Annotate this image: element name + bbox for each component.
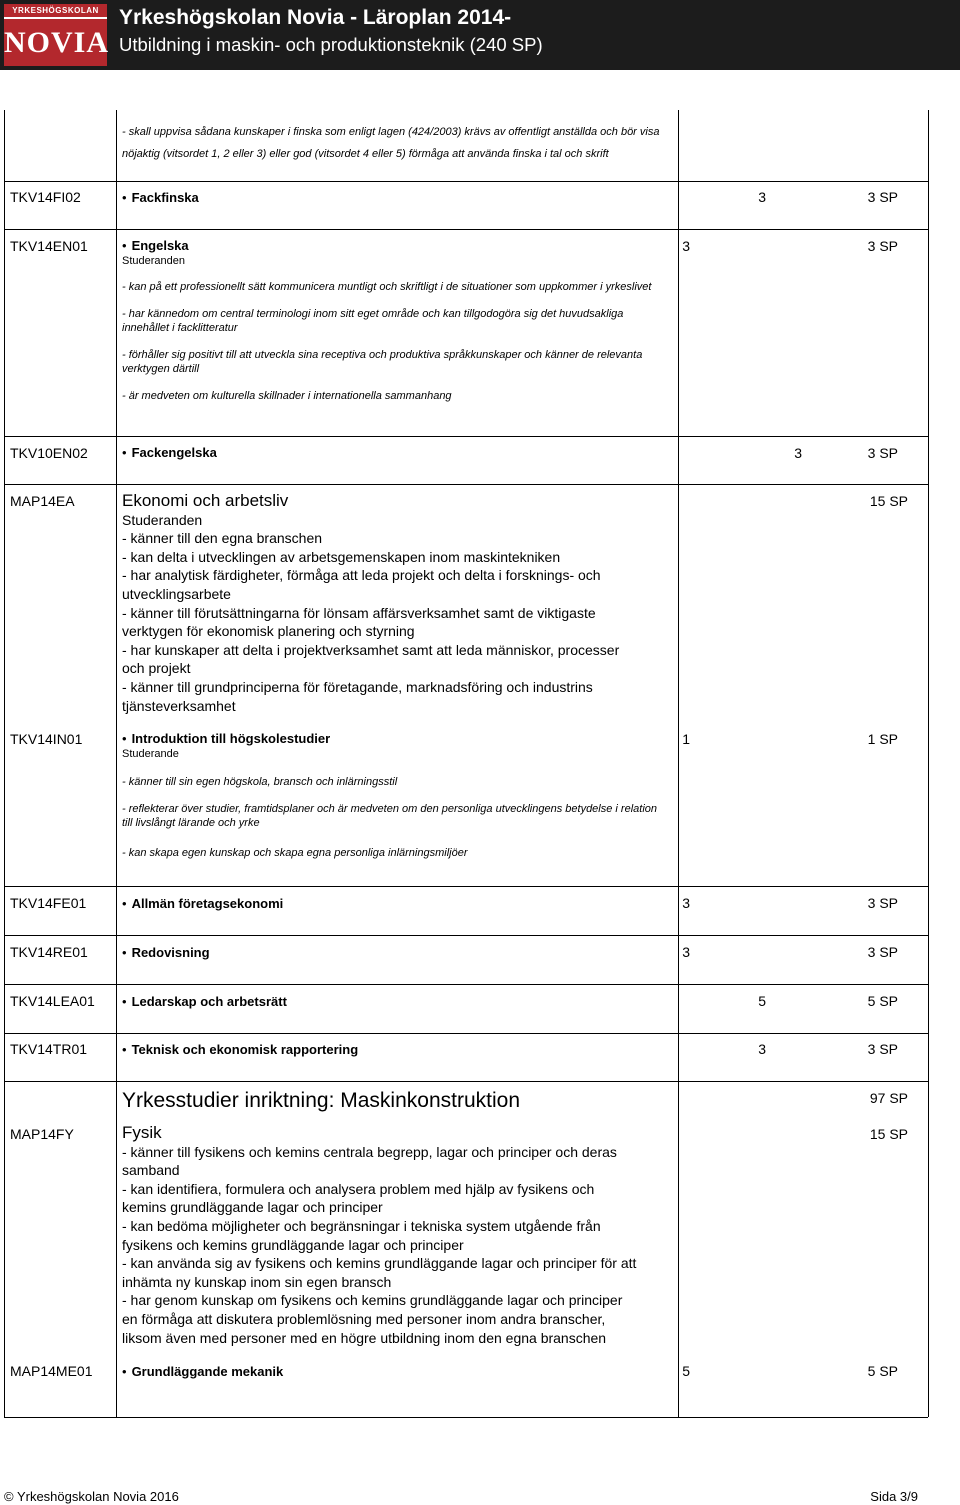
course-name: • Grundläggande mekanik xyxy=(122,1364,677,1379)
sp-value: 3 SP xyxy=(867,238,898,254)
section-sp: 97 SP xyxy=(869,1090,908,1106)
credits: 1 xyxy=(682,731,690,747)
row-divider xyxy=(4,935,928,936)
module-line: inhämta ny kunskap inom sin egen bransch xyxy=(122,1273,392,1290)
module-cell xyxy=(122,492,677,715)
sp-value: 15 SP xyxy=(869,493,908,509)
objective: - kan skapa egen kunskap och skapa egna personliga inlärningsmiljöer xyxy=(122,847,468,859)
module-line: - kan delta i utvecklingen av arbetsgemenskapen inom maskintekniken xyxy=(122,548,561,565)
objective: till livslångt lärande och yrke xyxy=(122,817,260,829)
document-subtitle: Utbildning i maskin- och produktionsteknik (240 SP) xyxy=(119,34,543,55)
intro-text xyxy=(122,125,677,161)
sp-value: 3 SP xyxy=(867,895,898,911)
credits: 3 xyxy=(758,189,766,205)
objective: innehållet i facklitteratur xyxy=(122,322,238,334)
sp-value: 3 SP xyxy=(867,445,898,461)
course-code: TKV14RE01 xyxy=(10,944,88,960)
module-line: en förmåga att diskutera problemlösning med personer inom andra branscher, xyxy=(122,1310,606,1327)
course-code: TKV14FE01 xyxy=(10,895,87,911)
course-code: MAP14ME01 xyxy=(10,1363,93,1379)
credits: 3 xyxy=(682,944,690,960)
course-name: • Fackfinska xyxy=(122,190,677,205)
credits: 5 xyxy=(682,1363,690,1379)
module-line: liksom även med personer med en högre utbildning inom den egna branschen xyxy=(122,1329,607,1346)
module-line: - har genom kunskap om fysikens och kemins grundläggande lagar och principer xyxy=(122,1292,623,1309)
row-divider xyxy=(4,229,928,230)
objective: - reflekterar över studier, framtidsplaner och är medveten om den personliga utvecklingens betydelse i relation xyxy=(122,803,657,815)
sp-value: 3 SP xyxy=(867,1041,898,1057)
course-name: • Teknisk och ekonomisk rapportering xyxy=(122,1042,677,1057)
credits: 5 xyxy=(758,993,766,1009)
course-code: TKV14LEA01 xyxy=(10,993,95,1009)
module-title: Fysik xyxy=(122,1123,162,1142)
row-divider xyxy=(4,1033,928,1034)
table-border-left xyxy=(4,110,5,1417)
sp-value: 5 SP xyxy=(867,1363,898,1379)
sp-value: 5 SP xyxy=(867,993,898,1009)
course-name: • Allmän företagsekonomi xyxy=(122,896,677,911)
row-divider xyxy=(4,1081,928,1082)
table-border-inner xyxy=(116,110,117,1417)
row-divider xyxy=(4,436,928,437)
row-divider xyxy=(4,484,928,485)
module-line: - känner till förutsättningarna för lönsam affärsverksamhet samt de viktigaste xyxy=(122,604,596,621)
module-line: fysikens och kemins grundläggande lagar och principer xyxy=(122,1236,464,1253)
module-line: - känner till den egna branschen xyxy=(122,530,323,547)
module-line: - kan identifiera, formulera och analysera problem med hjälp av fysikens och xyxy=(122,1180,595,1197)
table-border-mid xyxy=(678,110,679,1417)
page-header xyxy=(0,0,960,70)
credits: 3 xyxy=(682,895,690,911)
intro-line: - skall uppvisa sådana kunskaper i finska som enligt lagen (424/2003) krävs av offentligt anställda och bör visa xyxy=(122,126,660,138)
row-divider xyxy=(4,886,928,887)
module-line: samband xyxy=(122,1162,180,1179)
module-line: - har analytisk färdigheter, förmåga att leda projekt och delta i forsknings- och xyxy=(122,567,601,584)
row-divider xyxy=(4,181,928,182)
objective: - är medveten om kulturella skillnader i internationella sammanhang xyxy=(122,390,452,402)
course-code: TKV14FI02 xyxy=(10,189,81,205)
module-line: Studeranden xyxy=(122,511,203,528)
course-name: • Ledarskap och arbetsrätt xyxy=(122,994,677,1009)
course-code: TKV14TR01 xyxy=(10,1041,88,1057)
course-code: TKV14IN01 xyxy=(10,731,83,747)
course-name: • Engelska xyxy=(122,238,677,253)
credits: 3 xyxy=(758,1041,766,1057)
objective: verktygen därtill xyxy=(122,363,200,375)
module-line: kemins grundläggande lagar och principer xyxy=(122,1199,383,1216)
student-label: Studeranden xyxy=(122,255,185,267)
course-name: • Introduktion till högskolestudier xyxy=(122,731,677,746)
objective: - förhåller sig positivt till att utveckla sina receptiva och produktiva språkkunskaper och känner de relevanta xyxy=(122,349,643,361)
module-line: - känner till grundprinciperna för företagande, marknadsföring och industrins xyxy=(122,678,593,695)
module-line: - känner till fysikens och kemins centrala begrepp, lagar och principer och deras xyxy=(122,1143,617,1160)
novia-logo xyxy=(4,4,110,66)
module-line: - kan bedöma möjligheter och begränsningar i tekniska system utgående från xyxy=(122,1217,601,1234)
footer-page-number: Sida 3/9 xyxy=(870,1489,918,1504)
course-cell xyxy=(122,238,677,403)
course-name: • Fackengelska xyxy=(122,445,677,460)
module-code: MAP14EA xyxy=(10,493,75,509)
student-label: Studerande xyxy=(122,748,179,760)
course-code: TKV14EN01 xyxy=(10,238,88,254)
course-name: • Redovisning xyxy=(122,945,677,960)
logo-top-text: YRKESHÖGSKOLAN xyxy=(4,4,107,17)
section-heading: Yrkesstudier inriktning: Maskinkonstruktion xyxy=(122,1089,520,1112)
module-line: verktygen för ekonomisk planering och styrning xyxy=(122,623,415,640)
module-line: utvecklingsarbete xyxy=(122,585,231,602)
sp-value: 1 SP xyxy=(867,731,898,747)
sp-value: 3 SP xyxy=(867,189,898,205)
credits: 3 xyxy=(682,238,690,254)
footer-copyright: © Yrkeshögskolan Novia 2016 xyxy=(4,1489,179,1504)
module-cell xyxy=(122,1124,677,1347)
module-line: och projekt xyxy=(122,660,191,677)
module-title: Ekonomi och arbetsliv xyxy=(122,491,289,510)
course-code: TKV10EN02 xyxy=(10,445,88,461)
credits: 3 xyxy=(794,445,802,461)
module-line: tjänsteverksamhet xyxy=(122,697,236,714)
row-divider xyxy=(4,984,928,985)
logo-main-text: NOVIA xyxy=(4,19,107,66)
objective: - kan på ett professionellt sätt kommunicera muntligt och skriftligt i de situationer som uppkommer i yrkeslivet xyxy=(122,281,652,293)
objective: - har kännedom om central terminologi inom sitt eget område och kan tillgodogöra sig det huvudsakliga xyxy=(122,308,624,320)
row-divider xyxy=(4,1417,928,1418)
document-title: Yrkeshögskolan Novia - Läroplan 2014- xyxy=(119,6,512,29)
course-cell xyxy=(122,731,677,860)
module-line: - kan använda sig av fysikens och kemins grundläggande lagar och principer för att xyxy=(122,1255,637,1272)
objective: - känner till sin egen högskola, bransch och inlärningsstil xyxy=(122,776,398,788)
sp-value: 15 SP xyxy=(869,1126,908,1142)
module-code: MAP14FY xyxy=(10,1126,74,1142)
module-line: - har kunskaper att delta i projektverksamhet samt att leda människor, processer xyxy=(122,641,620,658)
table-border-right xyxy=(928,110,929,1417)
sp-value: 3 SP xyxy=(867,944,898,960)
intro-line: nöjaktig (vitsordet 1, 2 eller 3) eller god (vitsordet 4 eller 5) förmåga att använda finska i tal och skrift xyxy=(122,148,609,160)
